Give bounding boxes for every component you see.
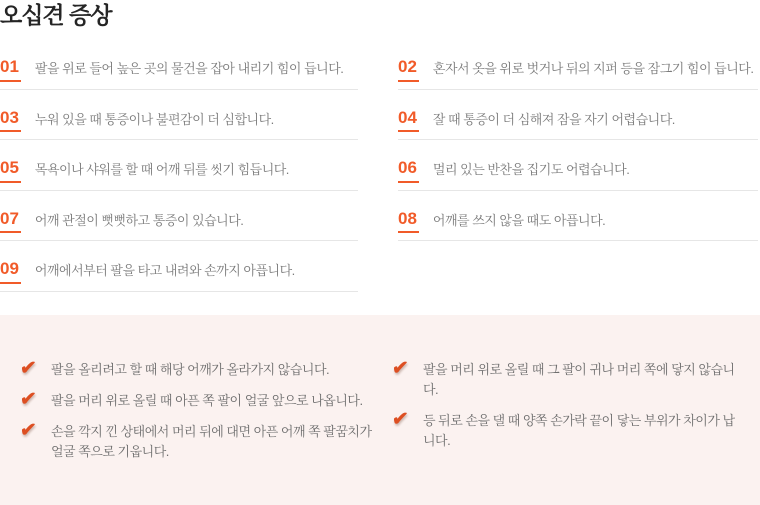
check-icon: ✔ <box>390 358 410 379</box>
self-check-list <box>20 359 740 473</box>
symptom-number: 03 <box>0 108 21 133</box>
self-check-item <box>392 359 740 400</box>
self-check-text: 손을 깍지 낀 상태에서 머리 뒤에 대면 아픈 어깨 쪽 팔꿈치가 얼굴 쪽으로 기웁니다. <box>51 424 372 460</box>
self-check-text: 팔을 올리려고 할 때 해당 어깨가 올라가지 않습니다. <box>51 362 330 377</box>
symptom-item-07 <box>0 209 358 242</box>
symptom-text: 어깨 관절이 뻣뻣하고 통증이 있습니다. <box>34 212 244 228</box>
self-check-text: 등 뒤로 손을 댈 때 양쪽 손가락 끝이 닿는 부위가 차이가 납니다. <box>423 413 735 449</box>
symptom-number: 06 <box>398 158 419 183</box>
self-check-item <box>392 410 740 451</box>
self-check-text: 팔을 머리 위로 올릴 때 그 팔이 귀나 머리 쪽에 닿지 않습니다. <box>423 362 735 398</box>
symptom-text: 잘 때 통증이 더 심해져 잠을 자기 어렵습니다. <box>432 111 675 127</box>
check-icon: ✔ <box>18 358 38 379</box>
symptom-item-08 <box>398 209 758 242</box>
symptom-item-05 <box>0 158 358 191</box>
symptom-number: 07 <box>0 209 21 234</box>
symptom-item-09 <box>0 259 358 292</box>
self-check-item <box>20 390 372 411</box>
check-icon: ✔ <box>18 389 38 411</box>
symptom-text: 목욕이나 샤워를 할 때 어깨 뒤를 씻기 힘듭니다. <box>34 162 289 178</box>
symptom-number: 08 <box>398 209 419 234</box>
symptom-text: 어깨에서부터 팔을 타고 내려와 손까지 아픕니다. <box>34 263 295 279</box>
symptom-number: 09 <box>0 259 21 284</box>
self-check-text: 팔을 머리 위로 올릴 때 아픈 쪽 팔이 얼굴 앞으로 나옵니다. <box>51 393 363 409</box>
self-check-column-left <box>20 359 372 473</box>
symptom-number: 04 <box>398 108 419 133</box>
check-icon: ✔ <box>390 409 410 431</box>
symptom-item-04 <box>398 108 758 141</box>
symptom-text: 혼자서 옷을 위로 벗거나 뒤의 지퍼 등을 잠그기 힘이 듭니다. <box>432 61 754 77</box>
self-check-item <box>20 421 372 462</box>
self-check-column-right <box>392 359 740 473</box>
symptom-item-03 <box>0 108 358 141</box>
symptom-number: 02 <box>398 57 419 82</box>
symptom-item-06 <box>398 158 758 191</box>
symptom-number: 01 <box>0 57 21 82</box>
symptom-text: 누워 있을 때 통증이나 불편감이 더 심합니다. <box>34 111 274 127</box>
page-title: 오십견 증상 <box>0 2 112 28</box>
symptom-text: 멀리 있는 반찬을 집기도 어렵습니다. <box>432 162 630 178</box>
symptom-number: 05 <box>0 158 21 183</box>
symptom-item-02 <box>398 57 758 90</box>
symptom-text: 팔을 위로 들어 높은 곳의 물건을 잡아 내리기 힘이 듭니다. <box>34 61 344 77</box>
symptom-text: 어깨를 쓰지 않을 때도 아픕니다. <box>432 212 606 228</box>
self-check-section <box>0 315 760 505</box>
check-icon: ✔ <box>18 420 38 442</box>
symptom-list <box>0 57 760 292</box>
self-check-item <box>20 359 372 380</box>
symptom-item-01 <box>0 57 358 90</box>
